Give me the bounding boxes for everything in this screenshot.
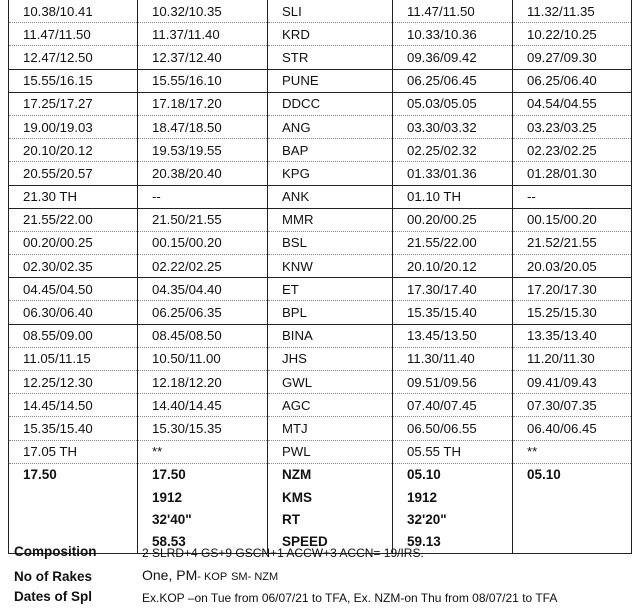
dn-arrival-departure: 11.05/11.15: [9, 347, 138, 370]
timetable-row: [9, 231, 632, 254]
up-arrival-departure: 05.55 TH: [393, 440, 513, 463]
dn-arrival-departure: 15.35/15.40: [9, 417, 138, 440]
dn-arrival-departure: 17.25/17.27: [9, 92, 138, 115]
dn-arrival-departure: 21.30 TH: [9, 185, 138, 208]
station-code: SLI: [268, 0, 393, 23]
timetable-row: [9, 69, 632, 92]
up-alt-timing: 01.28/01.30: [513, 162, 632, 185]
up-arrival-departure: 02.25/02.32: [393, 139, 513, 162]
rakes-label: No of Rakes: [14, 569, 93, 584]
timetable-row: [9, 162, 632, 185]
rakes-count: One, PM: [142, 567, 198, 583]
up-arrival-departure: 03.30/03.32: [393, 115, 513, 138]
dn-alt-timing: 12.37/12.40: [138, 46, 268, 69]
dn-alt-timing: 10.32/10.35: [138, 0, 268, 23]
summary-dn-arrival-departure: [9, 486, 138, 508]
up-alt-timing: 20.03/20.05: [513, 255, 632, 278]
summary-dn-arrival-departure: [9, 508, 138, 530]
summary-dn-alt-timing: 58.53: [138, 530, 268, 553]
up-arrival-departure: 09.51/09.56: [393, 371, 513, 394]
dates-value: Ex.KOP –on Tue from 06/07/21 to TFA, Ex. NZM-on Thu from 08/07/21 to TFA: [142, 591, 558, 605]
timetable-row: [9, 185, 632, 208]
timetable-row: [9, 278, 632, 301]
up-alt-timing: 11.20/11.30: [513, 347, 632, 370]
timetable-row: [9, 394, 632, 417]
up-alt-timing: 10.22/10.25: [513, 23, 632, 46]
up-alt-timing: 02.23/02.25: [513, 139, 632, 162]
dn-alt-timing: 11.37/11.40: [138, 23, 268, 46]
dn-alt-timing: 04.35/04.40: [138, 278, 268, 301]
up-alt-timing: 04.54/04.55: [513, 92, 632, 115]
timetable-row: [9, 46, 632, 69]
summary-row: [9, 463, 632, 486]
dn-arrival-departure: 06.30/06.40: [9, 301, 138, 324]
dn-alt-timing: 17.18/17.20: [138, 92, 268, 115]
station-code: STR: [268, 46, 393, 69]
timetable-row: [9, 0, 632, 23]
dn-alt-timing: 08.45/08.50: [138, 324, 268, 347]
dn-alt-timing: **: [138, 440, 268, 463]
timetable-row: [9, 139, 632, 162]
timetable-row: [9, 23, 632, 46]
timetable-row: [9, 301, 632, 324]
up-alt-timing: 07.30/07.35: [513, 394, 632, 417]
dn-alt-timing: --: [138, 185, 268, 208]
up-arrival-departure: 11.30/11.40: [393, 347, 513, 370]
up-arrival-departure: 05.03/05.05: [393, 92, 513, 115]
timetable-grid: [8, 0, 632, 554]
station-code: KRD: [268, 23, 393, 46]
up-alt-timing: 06.40/06.45: [513, 417, 632, 440]
summary-up-arrival-departure: 59.13: [393, 530, 513, 553]
station-code: DDCC: [268, 92, 393, 115]
up-arrival-departure: 01.33/01.36: [393, 162, 513, 185]
dn-alt-timing: 21.50/21.55: [138, 208, 268, 231]
dn-arrival-departure: 08.55/09.00: [9, 324, 138, 347]
summary-row: [9, 486, 632, 508]
dn-arrival-departure: 19.00/19.03: [9, 115, 138, 138]
composition-value: 2 SLRD+4 GS+9 GSCN+1 ACCW+3 ACCN= 19/IRS.: [142, 546, 424, 560]
station-code: KNW: [268, 255, 393, 278]
timetable-row: [9, 115, 632, 138]
dn-arrival-departure: 17.05 TH: [9, 440, 138, 463]
dn-arrival-departure: 14.45/14.50: [9, 394, 138, 417]
up-arrival-departure: 06.50/06.55: [393, 417, 513, 440]
up-alt-timing: 21.52/21.55: [513, 231, 632, 254]
up-arrival-departure: 07.40/07.45: [393, 394, 513, 417]
summary-station-code: SPEED: [268, 530, 393, 553]
up-alt-timing: 00.15/00.20: [513, 208, 632, 231]
timetable-row: [9, 92, 632, 115]
station-code: MMR: [268, 208, 393, 231]
dn-arrival-departure: 15.55/16.15: [9, 69, 138, 92]
timetable-row: [9, 347, 632, 370]
station-code: BINA: [268, 324, 393, 347]
summary-up-alt-timing: [513, 508, 632, 530]
summary-up-alt-timing: 05.10: [513, 463, 632, 486]
summary-up-arrival-departure: 1912: [393, 486, 513, 508]
station-code: PUNE: [268, 69, 393, 92]
up-arrival-departure: 15.35/15.40: [393, 301, 513, 324]
up-alt-timing: 11.32/11.35: [513, 0, 632, 23]
timetable-row: [9, 324, 632, 347]
station-code: MTJ: [268, 417, 393, 440]
station-code: PWL: [268, 440, 393, 463]
station-code: ANK: [268, 185, 393, 208]
dn-alt-timing: 06.25/06.35: [138, 301, 268, 324]
up-alt-timing: --: [513, 185, 632, 208]
station-code: ET: [268, 278, 393, 301]
timetable-row: [9, 417, 632, 440]
summary-station-code: RT: [268, 508, 393, 530]
up-alt-timing: 09.41/09.43: [513, 371, 632, 394]
dn-alt-timing: 12.18/12.20: [138, 371, 268, 394]
dn-alt-timing: 18.47/18.50: [138, 115, 268, 138]
station-code: GWL: [268, 371, 393, 394]
up-alt-timing: 17.20/17.30: [513, 278, 632, 301]
rakes-row: [8, 567, 631, 587]
rakes-pm: - KOP: [197, 571, 228, 583]
station-code: BSL: [268, 231, 393, 254]
dates-row: [8, 589, 631, 609]
composition-label: Composition: [14, 544, 97, 559]
up-arrival-departure: 09.36/09.42: [393, 46, 513, 69]
timetable-row: [9, 371, 632, 394]
dn-arrival-departure: 11.47/11.50: [9, 23, 138, 46]
station-code: JHS: [268, 347, 393, 370]
dn-arrival-departure: 21.55/22.00: [9, 208, 138, 231]
up-alt-timing: 15.25/15.30: [513, 301, 632, 324]
up-arrival-departure: 17.30/17.40: [393, 278, 513, 301]
dn-arrival-departure: 20.10/20.12: [9, 139, 138, 162]
up-alt-timing: 06.25/06.40: [513, 69, 632, 92]
station-code: BAP: [268, 139, 393, 162]
dn-arrival-departure: 20.55/20.57: [9, 162, 138, 185]
summary-up-arrival-departure: 05.10: [393, 463, 513, 486]
station-code: KPG: [268, 162, 393, 185]
summary-dn-alt-timing: 32'40": [138, 508, 268, 530]
summary-station-code: NZM: [268, 463, 393, 486]
dn-alt-timing: 15.55/16.10: [138, 69, 268, 92]
rakes-sm: - NZM: [247, 571, 279, 583]
up-arrival-departure: 01.10 TH: [393, 185, 513, 208]
dates-label: Dates of Spl: [14, 589, 93, 604]
up-arrival-departure: 20.10/20.12: [393, 255, 513, 278]
dn-arrival-departure: 00.20/00.25: [9, 231, 138, 254]
timetable-row: [9, 255, 632, 278]
composition-row: [8, 544, 631, 564]
station-code: BPL: [268, 301, 393, 324]
up-arrival-departure: 21.55/22.00: [393, 231, 513, 254]
station-code: AGC: [268, 394, 393, 417]
timetable-body: [9, 0, 632, 553]
up-alt-timing: 03.23/03.25: [513, 115, 632, 138]
timetable: [8, 0, 631, 554]
summary-row: [9, 508, 632, 530]
dn-arrival-departure: 12.47/12.50: [9, 46, 138, 69]
summary-up-arrival-departure: 32'20": [393, 508, 513, 530]
up-arrival-departure: 11.47/11.50: [393, 0, 513, 23]
summary-dn-alt-timing: 1912: [138, 486, 268, 508]
up-arrival-departure: 10.33/10.36: [393, 23, 513, 46]
station-code: ANG: [268, 115, 393, 138]
dn-alt-timing: 19.53/19.55: [138, 139, 268, 162]
timetable-row: [9, 440, 632, 463]
dn-alt-timing: 20.38/20.40: [138, 162, 268, 185]
summary-up-alt-timing: [513, 486, 632, 508]
dn-alt-timing: 14.40/14.45: [138, 394, 268, 417]
dn-arrival-departure: 02.30/02.35: [9, 255, 138, 278]
rakes-sm-label: SM: [231, 571, 248, 583]
dn-arrival-departure: 10.38/10.41: [9, 0, 138, 23]
dn-alt-timing: 15.30/15.35: [138, 417, 268, 440]
timetable-row: [9, 208, 632, 231]
rakes-value: [142, 567, 278, 583]
up-arrival-departure: 06.25/06.45: [393, 69, 513, 92]
up-arrival-departure: 13.45/13.50: [393, 324, 513, 347]
dn-arrival-departure: 12.25/12.30: [9, 371, 138, 394]
summary-dn-alt-timing: 17.50: [138, 463, 268, 486]
dn-alt-timing: 10.50/11.00: [138, 347, 268, 370]
up-arrival-departure: 00.20/00.25: [393, 208, 513, 231]
dn-arrival-departure: 04.45/04.50: [9, 278, 138, 301]
up-alt-timing: 13.35/13.40: [513, 324, 632, 347]
dn-alt-timing: 02.22/02.25: [138, 255, 268, 278]
summary-dn-arrival-departure: 17.50: [9, 463, 138, 486]
summary-station-code: KMS: [268, 486, 393, 508]
up-alt-timing: **: [513, 440, 632, 463]
dn-alt-timing: 00.15/00.20: [138, 231, 268, 254]
up-alt-timing: 09.27/09.30: [513, 46, 632, 69]
